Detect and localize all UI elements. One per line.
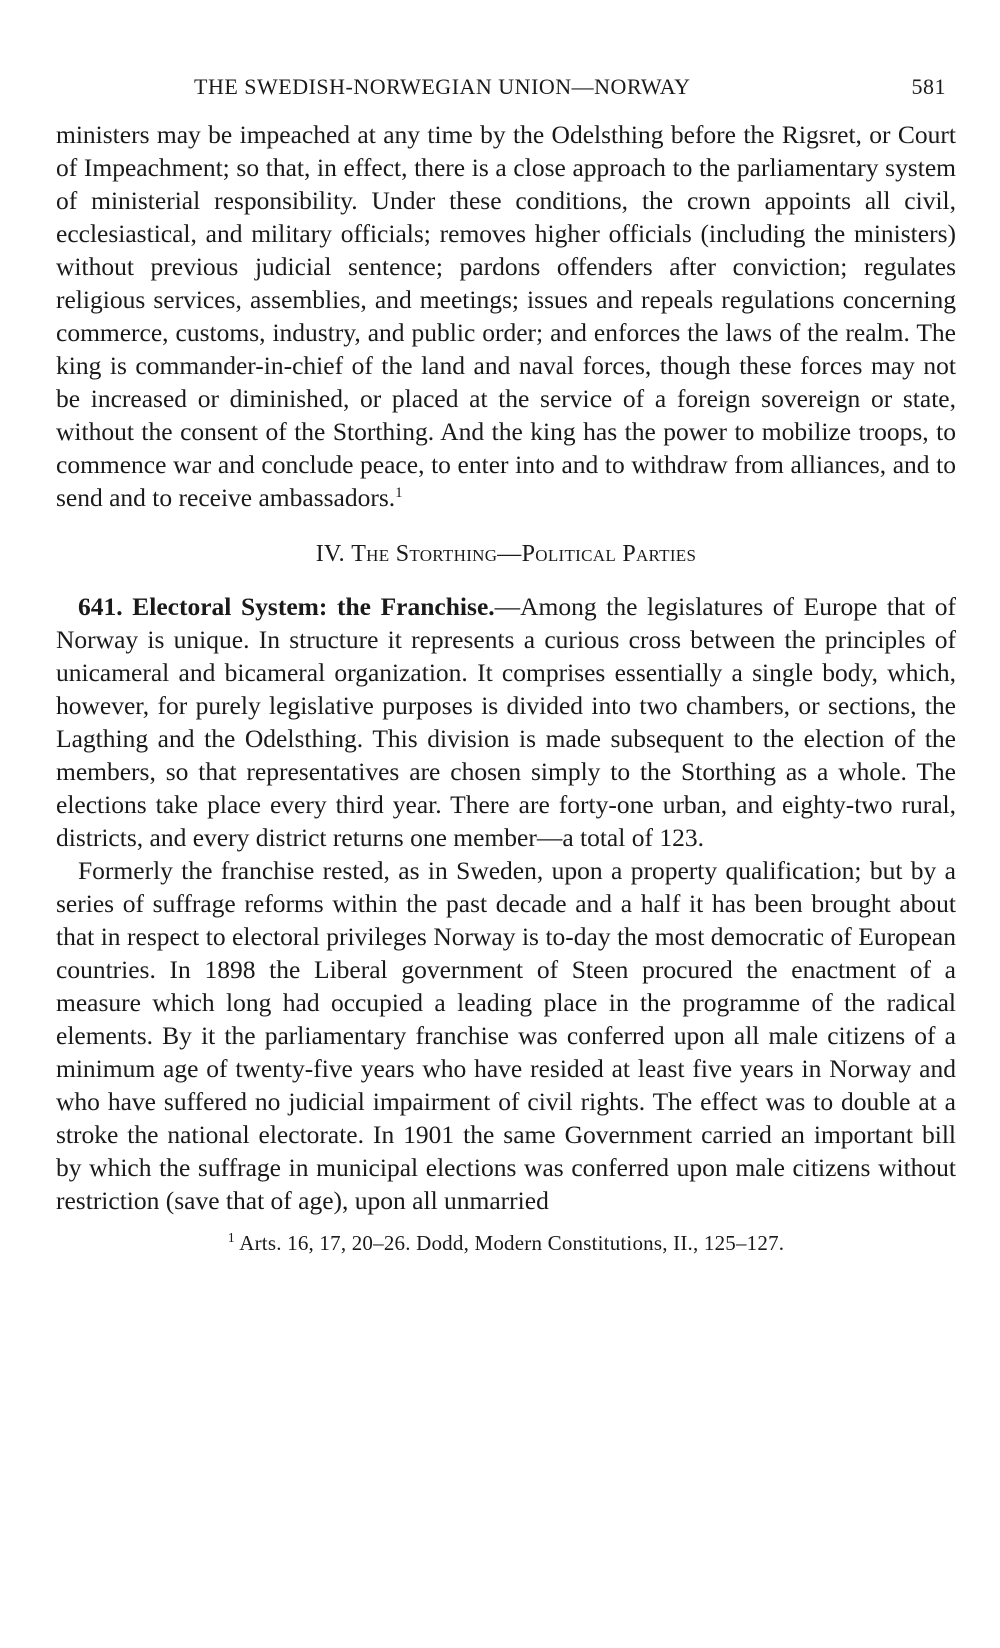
footnote-mark: 1 [227, 1231, 235, 1246]
section-numeral: IV. [315, 541, 345, 567]
section-title: The Storthing—Political Parties [351, 541, 697, 567]
paragraph-franchise [56, 854, 956, 1217]
paragraph-text: Formerly the franchise rested, as in Sweden, upon a property qualification; but by a series of suffrage reforms within the past decade and a half it has been brought about that in respect to electoral privileges Norway is to-day the most democratic of European countries. In 1898 the Liberal government of Steen procured the enactment of a measure which long had occupied a leading place in the programme of the radical elements. By it the parliamentary franchise was conferred upon all male citizens of a minimum age of twenty-five years who have resided at least five years in Norway and who have suffered no judicial impairment of civil rights. The effect was to double at a stroke the national electorate. In 1901 the same Government carried an important bill by which the suffrage in municipal elections was conferred upon male citizens without restriction (save that of age), upon all unmarried [56, 856, 956, 1215]
running-head [56, 66, 956, 114]
paragraph-ministers [56, 118, 956, 514]
paragraph-electoral-system [56, 590, 956, 854]
page-number: 581 [911, 74, 946, 99]
paragraph-text: ministers may be impeached at any time by the Odelsthing before the Rigsret, or Court of Impeachment; so that, in effect, there is a close approach to the parliamentary system of ministerial responsibility. Under these conditions, the crown appoints all civil, ecclesiastical, and military officials; removes higher officials (including the ministers) without previous judicial sentence; pardons offenders after conviction; regulates religious services, assemblies, and meetings; issues and repeals regulations concerning commerce, customs, industry, and public order; and enforces the laws of the realm. The king is commander-in-chief of the land and naval forces, though these forces may not be increased or diminished, or placed at the service of a foreign sovereign or state, without the consent of the Storthing. And the king has the power to mobilize troops, to commence war and conclude peace, to enter into and to withdraw from alliances, and to send and to receive ambassadors. [56, 120, 956, 512]
section-heading [56, 541, 956, 568]
footnote-text: Arts. 16, 17, 20–26. Dodd, Modern Constitutions, II., 125–127. [239, 1231, 785, 1255]
footnote-reference: 1 [395, 485, 403, 501]
paragraph-run-in-heading: 641. Electoral System: the Franchise. [78, 592, 495, 621]
footnote [56, 1231, 956, 1256]
running-title: THE SWEDISH-NORWEGIAN UNION—NORWAY [194, 74, 691, 99]
paragraph-text: —Among the legislatures of Europe that of Norway is unique. In structure it represents a curious cross between the principles of unicameral and bicameral organization. It comprises essentially a single body, which, however, for purely legislative purposes is divided into two chambers, or sections, the Lagthing and the Odelsthing. This division is made subsequent to the election of the members, so that representatives are chosen simply to the Storthing as a whole. The elections take place every third year. There are forty-one urban, and eighty-two rural, districts, and every district returns one member—a total of 123. [56, 592, 956, 852]
book-page [56, 66, 956, 1256]
